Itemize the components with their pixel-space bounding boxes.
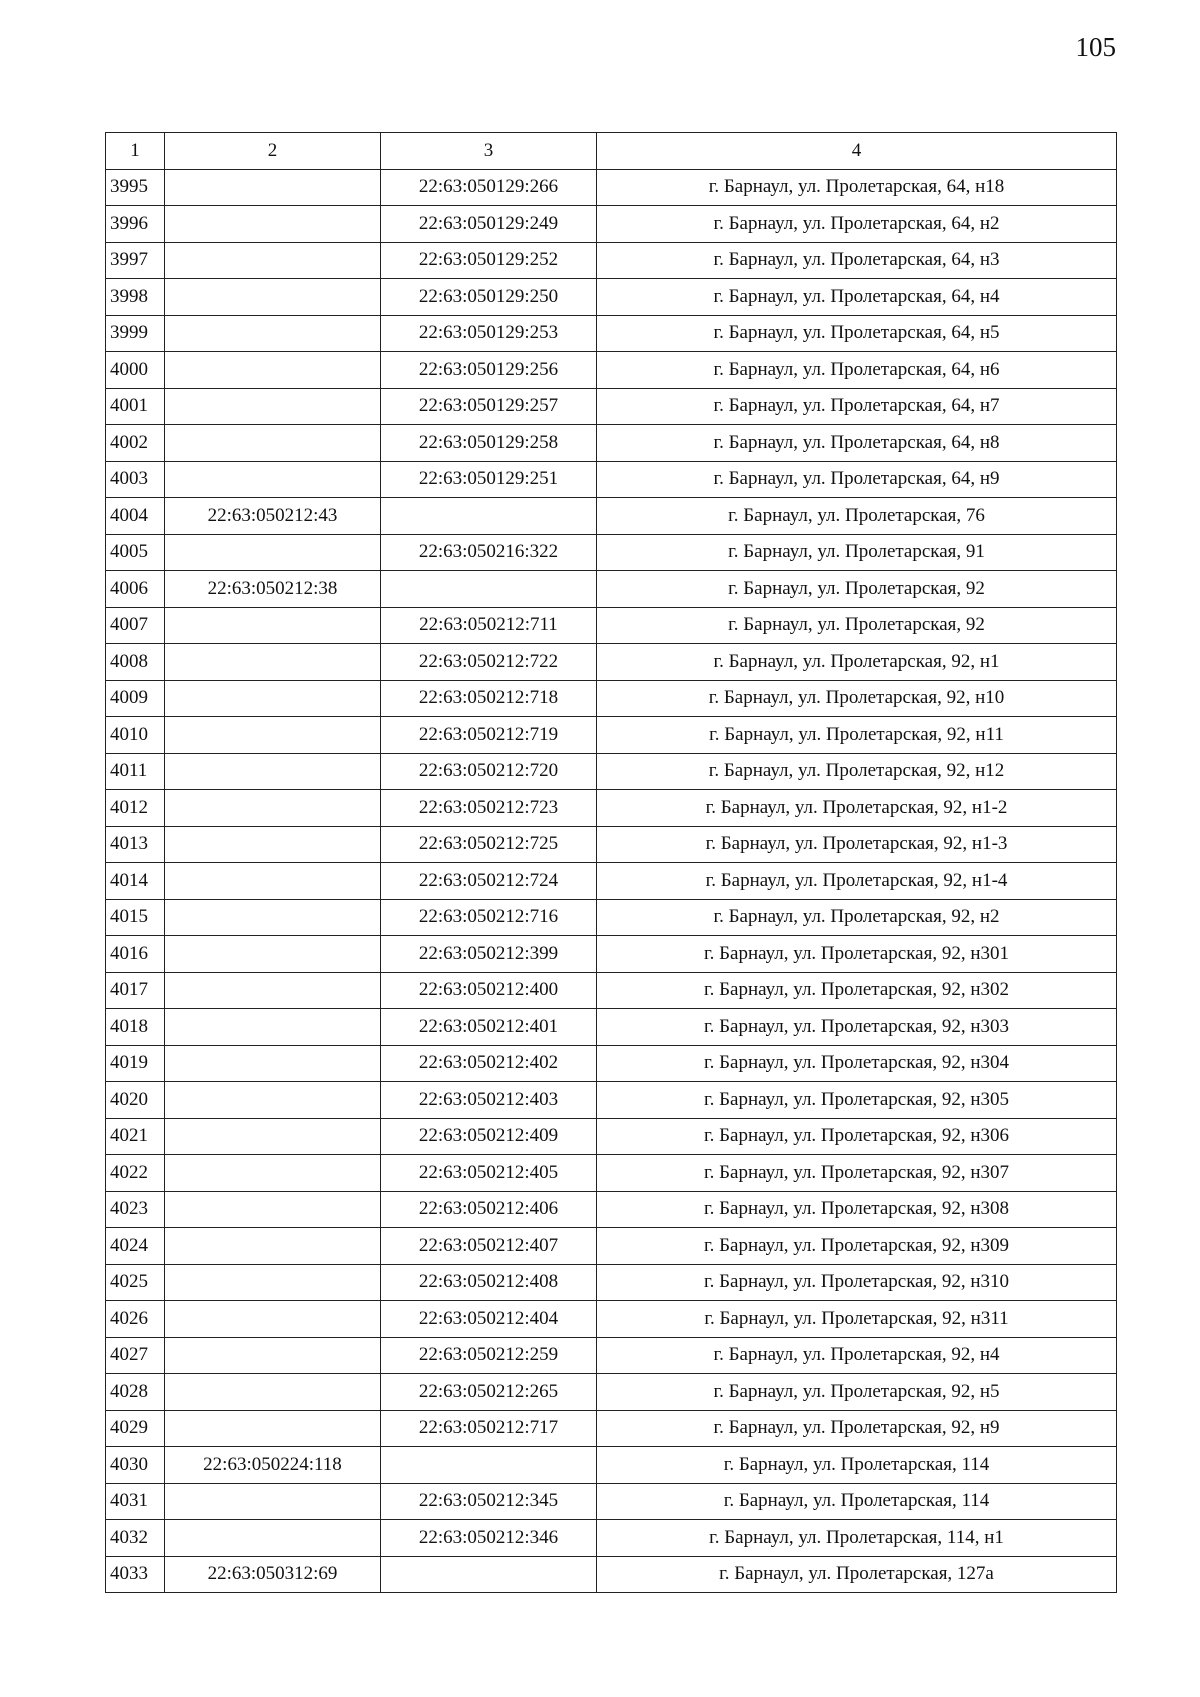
table-row xyxy=(106,388,1117,425)
address-cell: г. Барнаул, ул. Пролетарская, 127а xyxy=(597,1556,1117,1593)
address-cell: г. Барнаул, ул. Пролетарская, 92, н310 xyxy=(597,1264,1117,1301)
row-number-cell: 4017 xyxy=(106,972,165,1009)
object-cadastral-number-cell: 22:63:050212:265 xyxy=(381,1374,597,1411)
row-number-cell: 4012 xyxy=(106,790,165,827)
object-cadastral-number-cell: 22:63:050212:408 xyxy=(381,1264,597,1301)
land-cadastral-number-cell xyxy=(165,425,381,462)
row-number-cell: 4016 xyxy=(106,936,165,973)
row-number-cell: 4002 xyxy=(106,425,165,462)
row-number-cell: 4001 xyxy=(106,388,165,425)
row-number-cell: 3998 xyxy=(106,279,165,316)
row-number-cell: 4003 xyxy=(106,461,165,498)
column-header-2: 2 xyxy=(165,133,381,170)
land-cadastral-number-cell xyxy=(165,242,381,279)
row-number-cell: 4022 xyxy=(106,1155,165,1192)
object-cadastral-number-cell: 22:63:050212:717 xyxy=(381,1410,597,1447)
address-cell: г. Барнаул, ул. Пролетарская, 92, н2 xyxy=(597,899,1117,936)
row-number-cell: 4032 xyxy=(106,1520,165,1557)
land-cadastral-number-cell xyxy=(165,534,381,571)
table-row xyxy=(106,717,1117,754)
land-cadastral-number-cell xyxy=(165,826,381,863)
address-cell: г. Барнаул, ул. Пролетарская, 92, н309 xyxy=(597,1228,1117,1265)
object-cadastral-number-cell: 22:63:050129:249 xyxy=(381,206,597,243)
address-cell: г. Барнаул, ул. Пролетарская, 92, н301 xyxy=(597,936,1117,973)
row-number-cell: 4011 xyxy=(106,753,165,790)
object-cadastral-number-cell: 22:63:050212:345 xyxy=(381,1483,597,1520)
address-cell: г. Барнаул, ул. Пролетарская, 92, н1-4 xyxy=(597,863,1117,900)
address-cell: г. Барнаул, ул. Пролетарская, 92, н1-2 xyxy=(597,790,1117,827)
row-number-cell: 4019 xyxy=(106,1045,165,1082)
land-cadastral-number-cell xyxy=(165,607,381,644)
column-header-1: 1 xyxy=(106,133,165,170)
row-number-cell: 4015 xyxy=(106,899,165,936)
address-cell: г. Барнаул, ул. Пролетарская, 92, н1 xyxy=(597,644,1117,681)
row-number-cell: 4000 xyxy=(106,352,165,389)
address-cell: г. Барнаул, ул. Пролетарская, 92, н10 xyxy=(597,680,1117,717)
table-row xyxy=(106,1410,1117,1447)
table-row xyxy=(106,899,1117,936)
land-cadastral-number-cell xyxy=(165,1337,381,1374)
object-cadastral-number-cell: 22:63:050216:322 xyxy=(381,534,597,571)
land-cadastral-number-cell xyxy=(165,790,381,827)
land-cadastral-number-cell xyxy=(165,644,381,681)
page-number: 105 xyxy=(1075,32,1116,62)
land-cadastral-number-cell xyxy=(165,1009,381,1046)
object-cadastral-number-cell xyxy=(381,1556,597,1593)
address-cell: г. Барнаул, ул. Пролетарская, 64, н2 xyxy=(597,206,1117,243)
land-cadastral-number-cell xyxy=(165,899,381,936)
address-cell: г. Барнаул, ул. Пролетарская, 92, н304 xyxy=(597,1045,1117,1082)
column-header-4: 4 xyxy=(597,133,1117,170)
row-number-cell: 4021 xyxy=(106,1118,165,1155)
address-cell: г. Барнаул, ул. Пролетарская, 92, н4 xyxy=(597,1337,1117,1374)
table-header xyxy=(106,133,1117,170)
object-cadastral-number-cell: 22:63:050212:404 xyxy=(381,1301,597,1338)
address-cell: г. Барнаул, ул. Пролетарская, 92, н311 xyxy=(597,1301,1117,1338)
land-cadastral-number-cell xyxy=(165,936,381,973)
object-cadastral-number-cell xyxy=(381,498,597,535)
table-row xyxy=(106,1082,1117,1119)
object-cadastral-number-cell xyxy=(381,571,597,608)
row-number-cell: 4029 xyxy=(106,1410,165,1447)
land-cadastral-number-cell xyxy=(165,352,381,389)
object-cadastral-number-cell: 22:63:050212:400 xyxy=(381,972,597,1009)
table-row xyxy=(106,498,1117,535)
object-cadastral-number-cell: 22:63:050212:409 xyxy=(381,1118,597,1155)
table-row xyxy=(106,206,1117,243)
object-cadastral-number-cell: 22:63:050212:722 xyxy=(381,644,597,681)
table-row xyxy=(106,1045,1117,1082)
address-cell: г. Барнаул, ул. Пролетарская, 92, н303 xyxy=(597,1009,1117,1046)
land-cadastral-number-cell: 22:63:050212:43 xyxy=(165,498,381,535)
row-number-cell: 4030 xyxy=(106,1447,165,1484)
table-row xyxy=(106,1483,1117,1520)
object-cadastral-number-cell: 22:63:050212:718 xyxy=(381,680,597,717)
land-cadastral-number-cell xyxy=(165,1191,381,1228)
table-row xyxy=(106,1264,1117,1301)
land-cadastral-number-cell xyxy=(165,972,381,1009)
table-row xyxy=(106,169,1117,206)
object-cadastral-number-cell: 22:63:050212:403 xyxy=(381,1082,597,1119)
column-header-3: 3 xyxy=(381,133,597,170)
object-cadastral-number-cell: 22:63:050129:251 xyxy=(381,461,597,498)
row-number-cell: 4010 xyxy=(106,717,165,754)
table-row xyxy=(106,352,1117,389)
table-row xyxy=(106,1301,1117,1338)
object-cadastral-number-cell xyxy=(381,1447,597,1484)
object-cadastral-number-cell: 22:63:050129:253 xyxy=(381,315,597,352)
land-cadastral-number-cell xyxy=(165,1301,381,1338)
table-row xyxy=(106,790,1117,827)
address-cell: г. Барнаул, ул. Пролетарская, 64, н6 xyxy=(597,352,1117,389)
object-cadastral-number-cell: 22:63:050212:711 xyxy=(381,607,597,644)
table-row xyxy=(106,1155,1117,1192)
object-cadastral-number-cell: 22:63:050212:405 xyxy=(381,1155,597,1192)
land-cadastral-number-cell xyxy=(165,1410,381,1447)
table-row xyxy=(106,315,1117,352)
land-cadastral-number-cell: 22:63:050212:38 xyxy=(165,571,381,608)
address-cell: г. Барнаул, ул. Пролетарская, 92, н11 xyxy=(597,717,1117,754)
address-cell: г. Барнаул, ул. Пролетарская, 64, н18 xyxy=(597,169,1117,206)
address-cell: г. Барнаул, ул. Пролетарская, 76 xyxy=(597,498,1117,535)
row-number-cell: 4027 xyxy=(106,1337,165,1374)
table-row xyxy=(106,753,1117,790)
table-row xyxy=(106,534,1117,571)
land-cadastral-number-cell xyxy=(165,1520,381,1557)
row-number-cell: 4025 xyxy=(106,1264,165,1301)
address-cell: г. Барнаул, ул. Пролетарская, 64, н8 xyxy=(597,425,1117,462)
object-cadastral-number-cell: 22:63:050212:346 xyxy=(381,1520,597,1557)
table-row xyxy=(106,1556,1117,1593)
row-number-cell: 4020 xyxy=(106,1082,165,1119)
table-row xyxy=(106,1009,1117,1046)
row-number-cell: 4004 xyxy=(106,498,165,535)
table-row xyxy=(106,425,1117,462)
table-row xyxy=(106,1374,1117,1411)
land-cadastral-number-cell: 22:63:050224:118 xyxy=(165,1447,381,1484)
table-row xyxy=(106,1520,1117,1557)
object-cadastral-number-cell: 22:63:050212:259 xyxy=(381,1337,597,1374)
row-number-cell: 4006 xyxy=(106,571,165,608)
row-number-cell: 4023 xyxy=(106,1191,165,1228)
address-cell: г. Барнаул, ул. Пролетарская, 114 xyxy=(597,1483,1117,1520)
address-cell: г. Барнаул, ул. Пролетарская, 92, н5 xyxy=(597,1374,1117,1411)
table-row xyxy=(106,1118,1117,1155)
object-cadastral-number-cell: 22:63:050212:720 xyxy=(381,753,597,790)
row-number-cell: 4024 xyxy=(106,1228,165,1265)
address-cell: г. Барнаул, ул. Пролетарская, 92, н9 xyxy=(597,1410,1117,1447)
table-row xyxy=(106,826,1117,863)
table-row xyxy=(106,680,1117,717)
row-number-cell: 4007 xyxy=(106,607,165,644)
address-cell: г. Барнаул, ул. Пролетарская, 64, н4 xyxy=(597,279,1117,316)
row-number-cell: 3997 xyxy=(106,242,165,279)
land-cadastral-number-cell xyxy=(165,169,381,206)
object-cadastral-number-cell: 22:63:050212:401 xyxy=(381,1009,597,1046)
land-cadastral-number-cell xyxy=(165,315,381,352)
object-cadastral-number-cell: 22:63:050129:258 xyxy=(381,425,597,462)
address-cell: г. Барнаул, ул. Пролетарская, 92, н305 xyxy=(597,1082,1117,1119)
address-cell: г. Барнаул, ул. Пролетарская, 92, н302 xyxy=(597,972,1117,1009)
table-row xyxy=(106,1447,1117,1484)
land-cadastral-number-cell xyxy=(165,1264,381,1301)
address-cell: г. Барнаул, ул. Пролетарская, 64, н3 xyxy=(597,242,1117,279)
address-cell: г. Барнаул, ул. Пролетарская, 92 xyxy=(597,571,1117,608)
object-cadastral-number-cell: 22:63:050212:406 xyxy=(381,1191,597,1228)
land-cadastral-number-cell xyxy=(165,1118,381,1155)
row-number-cell: 4009 xyxy=(106,680,165,717)
table-row xyxy=(106,644,1117,681)
object-cadastral-number-cell: 22:63:050212:716 xyxy=(381,899,597,936)
row-number-cell: 4008 xyxy=(106,644,165,681)
land-cadastral-number-cell xyxy=(165,388,381,425)
address-cell: г. Барнаул, ул. Пролетарская, 114 xyxy=(597,1447,1117,1484)
object-cadastral-number-cell: 22:63:050129:252 xyxy=(381,242,597,279)
table-row xyxy=(106,279,1117,316)
table-row xyxy=(106,1228,1117,1265)
object-cadastral-number-cell: 22:63:050129:266 xyxy=(381,169,597,206)
table-row xyxy=(106,972,1117,1009)
land-cadastral-number-cell xyxy=(165,206,381,243)
register-table xyxy=(105,132,1117,1593)
land-cadastral-number-cell xyxy=(165,461,381,498)
object-cadastral-number-cell: 22:63:050129:250 xyxy=(381,279,597,316)
row-number-cell: 4018 xyxy=(106,1009,165,1046)
land-cadastral-number-cell xyxy=(165,1155,381,1192)
object-cadastral-number-cell: 22:63:050129:257 xyxy=(381,388,597,425)
object-cadastral-number-cell: 22:63:050212:724 xyxy=(381,863,597,900)
table-row xyxy=(106,242,1117,279)
address-cell: г. Барнаул, ул. Пролетарская, 92, н307 xyxy=(597,1155,1117,1192)
row-number-cell: 4014 xyxy=(106,863,165,900)
object-cadastral-number-cell: 22:63:050212:719 xyxy=(381,717,597,754)
row-number-cell: 4013 xyxy=(106,826,165,863)
object-cadastral-number-cell: 22:63:050129:256 xyxy=(381,352,597,389)
address-cell: г. Барнаул, ул. Пролетарская, 92 xyxy=(597,607,1117,644)
land-cadastral-number-cell xyxy=(165,753,381,790)
row-number-cell: 3995 xyxy=(106,169,165,206)
table-row xyxy=(106,571,1117,608)
table-body xyxy=(106,169,1117,1593)
row-number-cell: 4028 xyxy=(106,1374,165,1411)
address-cell: г. Барнаул, ул. Пролетарская, 91 xyxy=(597,534,1117,571)
address-cell: г. Барнаул, ул. Пролетарская, 92, н308 xyxy=(597,1191,1117,1228)
object-cadastral-number-cell: 22:63:050212:399 xyxy=(381,936,597,973)
land-cadastral-number-cell xyxy=(165,1045,381,1082)
land-cadastral-number-cell xyxy=(165,680,381,717)
table-row xyxy=(106,607,1117,644)
table-row xyxy=(106,936,1117,973)
row-number-cell: 4026 xyxy=(106,1301,165,1338)
land-cadastral-number-cell xyxy=(165,1082,381,1119)
address-cell: г. Барнаул, ул. Пролетарская, 64, н9 xyxy=(597,461,1117,498)
address-cell: г. Барнаул, ул. Пролетарская, 64, н7 xyxy=(597,388,1117,425)
table-row xyxy=(106,1337,1117,1374)
object-cadastral-number-cell: 22:63:050212:725 xyxy=(381,826,597,863)
row-number-cell: 3999 xyxy=(106,315,165,352)
address-cell: г. Барнаул, ул. Пролетарская, 92, н306 xyxy=(597,1118,1117,1155)
address-cell: г. Барнаул, ул. Пролетарская, 114, н1 xyxy=(597,1520,1117,1557)
object-cadastral-number-cell: 22:63:050212:402 xyxy=(381,1045,597,1082)
land-cadastral-number-cell xyxy=(165,717,381,754)
land-cadastral-number-cell: 22:63:050312:69 xyxy=(165,1556,381,1593)
row-number-cell: 4033 xyxy=(106,1556,165,1593)
row-number-cell: 4031 xyxy=(106,1483,165,1520)
table-row xyxy=(106,461,1117,498)
land-cadastral-number-cell xyxy=(165,279,381,316)
land-cadastral-number-cell xyxy=(165,1374,381,1411)
header-row xyxy=(106,133,1117,170)
land-cadastral-number-cell xyxy=(165,1228,381,1265)
table-row xyxy=(106,863,1117,900)
land-cadastral-number-cell xyxy=(165,1483,381,1520)
row-number-cell: 4005 xyxy=(106,534,165,571)
object-cadastral-number-cell: 22:63:050212:723 xyxy=(381,790,597,827)
address-cell: г. Барнаул, ул. Пролетарская, 64, н5 xyxy=(597,315,1117,352)
table-row xyxy=(106,1191,1117,1228)
address-cell: г. Барнаул, ул. Пролетарская, 92, н12 xyxy=(597,753,1117,790)
address-cell: г. Барнаул, ул. Пролетарская, 92, н1-3 xyxy=(597,826,1117,863)
land-cadastral-number-cell xyxy=(165,863,381,900)
row-number-cell: 3996 xyxy=(106,206,165,243)
object-cadastral-number-cell: 22:63:050212:407 xyxy=(381,1228,597,1265)
